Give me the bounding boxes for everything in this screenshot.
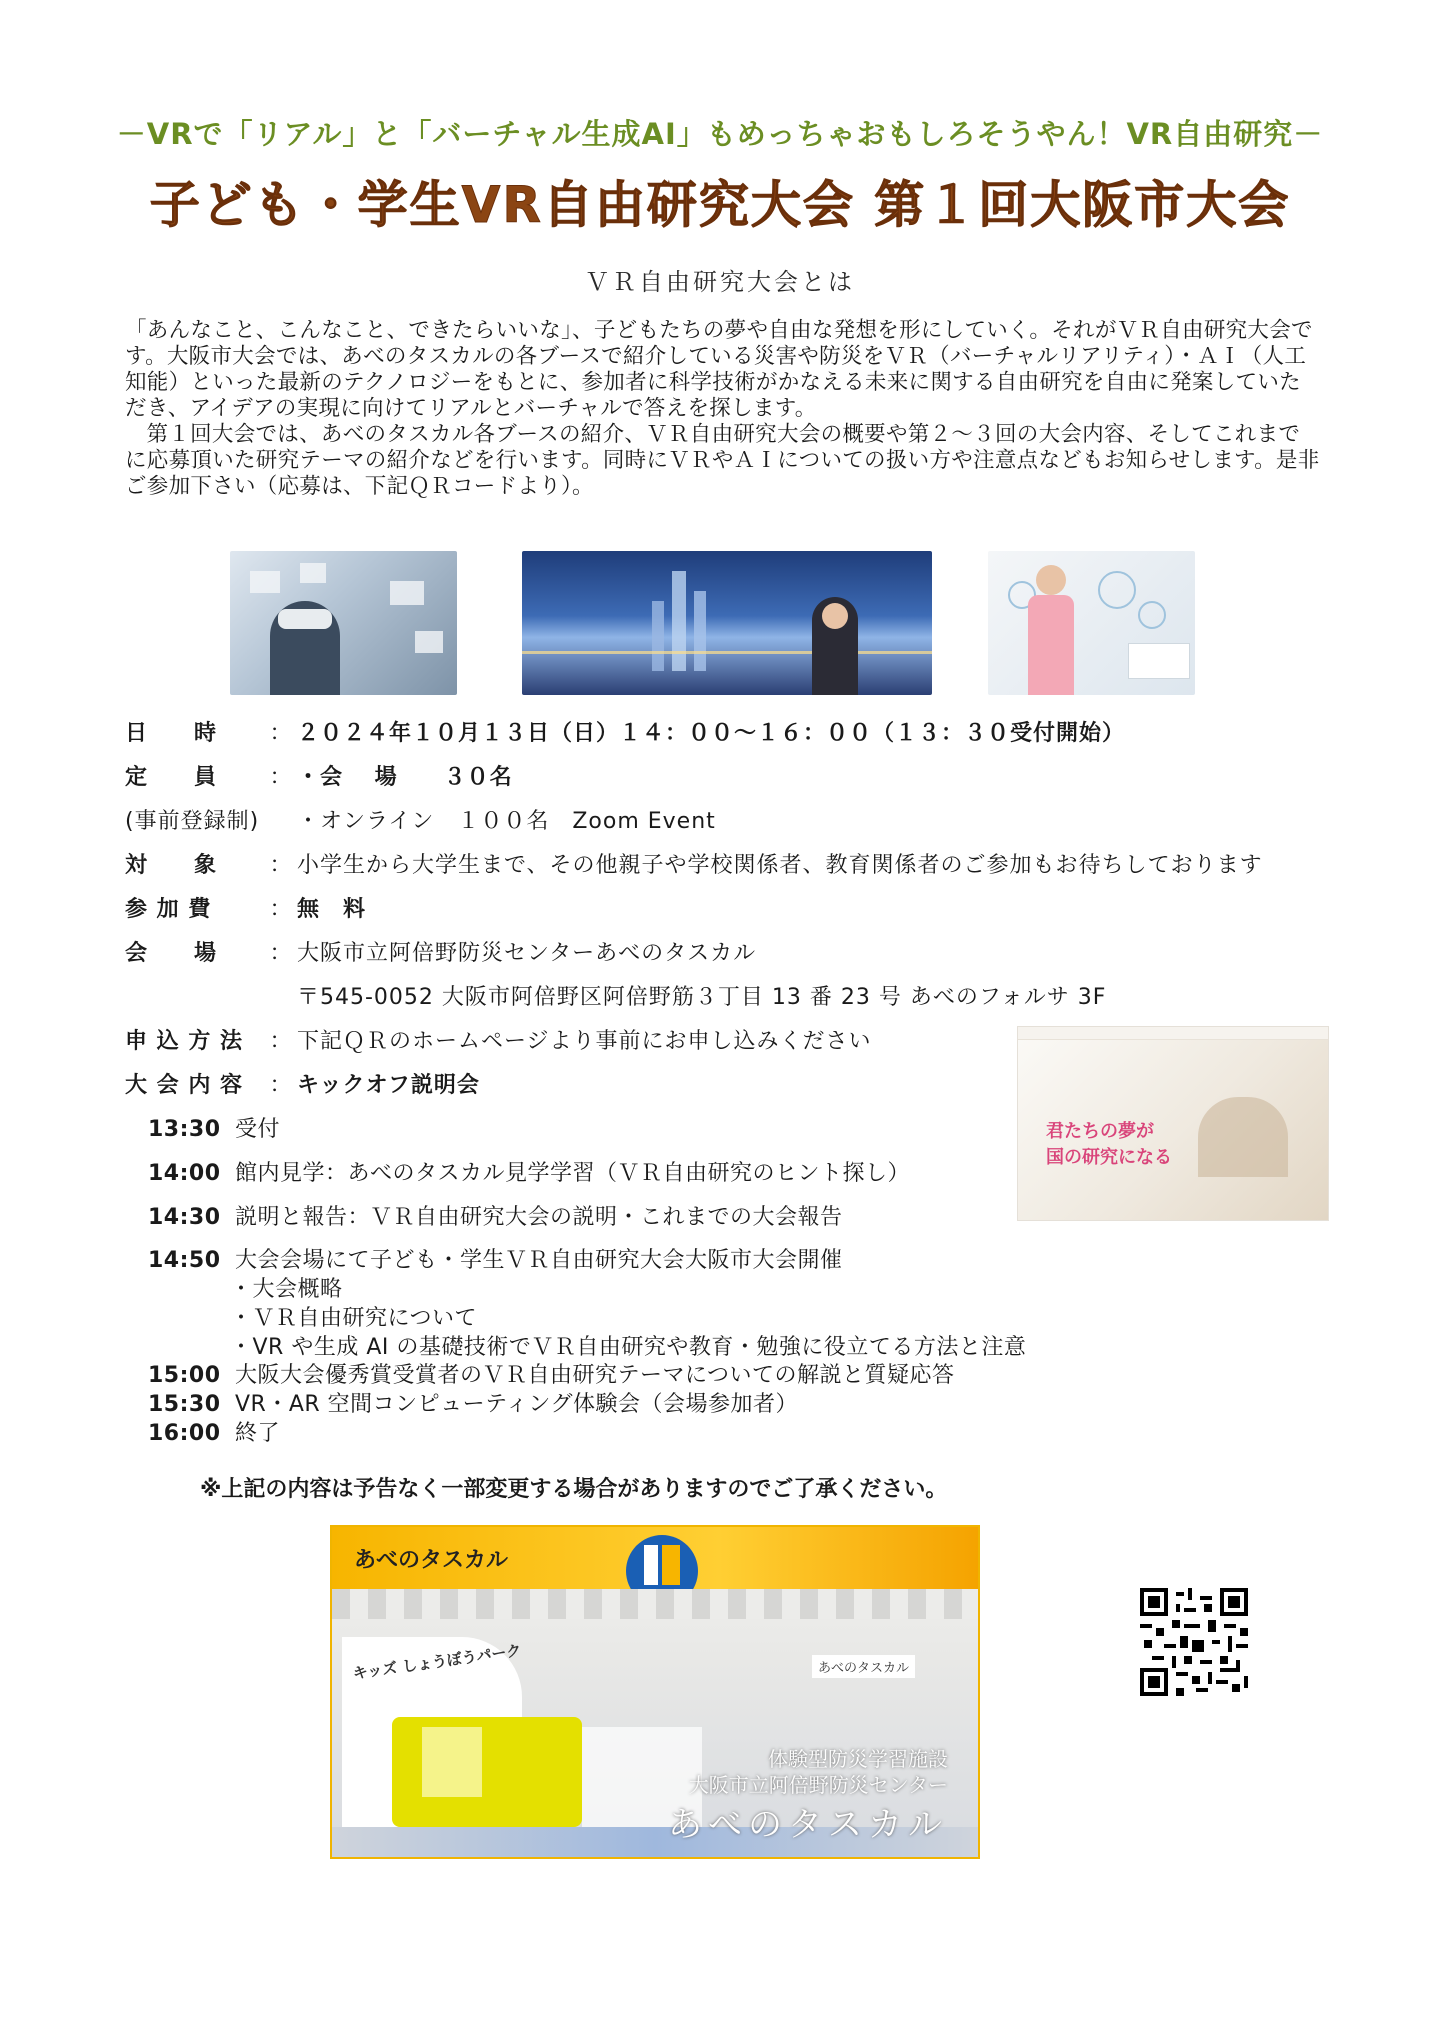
colon: ： bbox=[269, 1029, 293, 1054]
capacity-row bbox=[125, 760, 513, 791]
schedule-item bbox=[148, 1156, 910, 1187]
schedule-time: 14:50 bbox=[148, 1248, 221, 1273]
schedule-time: 14:30 bbox=[148, 1205, 221, 1230]
banner-caption-3: あべのタスカル bbox=[668, 1805, 948, 1845]
target-row bbox=[125, 848, 1263, 879]
schedule-text: 受付 bbox=[235, 1117, 281, 1142]
facility-banner bbox=[330, 1525, 980, 1859]
banner-sign: あべのタスカル bbox=[812, 1655, 915, 1678]
schedule-time: 13:30 bbox=[148, 1117, 221, 1142]
fee-value: 無 料 bbox=[297, 897, 367, 922]
schedule-text: 館内見学：あべのタスカル見学学習（ＶＲ自由研究のヒント探し） bbox=[235, 1161, 911, 1186]
schedule-subitem: ・VR や生成 AI の基礎技術でＶＲ自由研究や教育・勉強に役立てる方法と注意 bbox=[230, 1335, 1027, 1360]
schedule-time: 15:30 bbox=[148, 1392, 221, 1417]
qr-code[interactable] bbox=[1140, 1588, 1248, 1696]
fee-row bbox=[125, 892, 366, 923]
program-row bbox=[125, 1068, 480, 1099]
catch-line-2: 国の研究になる bbox=[1046, 1147, 1172, 1168]
kids-park-label: キッズ しょうぼうパーク bbox=[351, 1641, 523, 1683]
schedule-time: 14:00 bbox=[148, 1161, 221, 1186]
homepage-screenshot bbox=[1017, 1026, 1329, 1221]
schedule-time: 16:00 bbox=[148, 1421, 221, 1446]
schedule-item bbox=[148, 1387, 798, 1418]
intro-paragraph-2: 第１回大会では、あべのタスカル各ブースの紹介、ＶＲ自由研究大会の概要や第２～３回の大会内容、そしてこれまでに応募頂いた研究テーマの紹介などを行います。同時にＶＲやＡＩについての扱い方や注意点などもお知らせします。是非ご参加下さい（応募は、下記ＱＲコードより）。 bbox=[125, 422, 1320, 499]
colon: ： bbox=[269, 1073, 293, 1098]
apply-value: 下記ＱＲのホームページより事前にお申し込みください bbox=[297, 1029, 872, 1054]
photo-vr-headset bbox=[230, 551, 457, 695]
intro-text bbox=[125, 318, 1320, 500]
venue-label: 会 場 bbox=[125, 941, 218, 966]
capacity-label: 定 員 bbox=[125, 765, 218, 790]
colon: ： bbox=[269, 897, 293, 922]
schedule-item bbox=[148, 1416, 280, 1447]
banner-facility-name: あべのタスカル bbox=[354, 1548, 509, 1573]
fee-label: 参 加 費 bbox=[125, 897, 212, 922]
colon: ： bbox=[269, 721, 293, 746]
datetime-label: 日 時 bbox=[125, 721, 218, 746]
banner-caption-2: 大阪市立阿倍野防災センター bbox=[688, 1773, 948, 1797]
program-label: 大 会 内 容 bbox=[125, 1073, 243, 1098]
datetime-value: ２０２４年１０月１３日（日）１４：００～１６：００（１３：３０受付開始） bbox=[297, 721, 1126, 746]
change-notice: ※上記の内容は予告なく一部変更する場合がありますのでご了承ください。 bbox=[200, 1477, 948, 1502]
apply-row bbox=[125, 1024, 872, 1055]
schedule-text: 終了 bbox=[235, 1421, 281, 1446]
schedule-text: 大会会場にて子ども・学生ＶＲ自由研究大会大阪市大会開催 bbox=[235, 1248, 843, 1273]
homepage-catchcopy bbox=[1046, 1119, 1172, 1171]
schedule-item bbox=[148, 1112, 280, 1143]
colon: ： bbox=[269, 941, 293, 966]
photo-future-city bbox=[522, 551, 932, 695]
colon: ： bbox=[269, 853, 293, 878]
online-row bbox=[125, 804, 716, 835]
program-value: キックオフ説明会 bbox=[297, 1073, 480, 1098]
section-heading: ＶＲ自由研究大会とは bbox=[585, 268, 855, 296]
apply-label: 申 込 方 法 bbox=[125, 1029, 243, 1054]
schedule-subitem: ・ＶＲ自由研究について bbox=[230, 1306, 478, 1331]
venue-address: 〒545-0052 大阪市阿倍野区阿倍野筋３丁目 13 番 23 号 あべのフォルサ 3F bbox=[297, 985, 1107, 1010]
schedule-subitem: ・大会概略 bbox=[230, 1277, 343, 1302]
event-subtitle: －VRで「リアル」と「バーチャル生成AI」もめっちゃおもしろそうやん！VR自由研究－ bbox=[116, 117, 1324, 151]
target-label: 対 象 bbox=[125, 853, 218, 878]
schedule-item bbox=[148, 1200, 843, 1231]
intro-paragraph-1: 「あんなこと、こんなこと、できたらいいな」、子どもたちの夢や自由な発想を形にしていく。それがＶＲ自由研究大会です。大阪市大会では、あべのタスカルの各ブースで紹介している災害や防災をＶＲ（バーチャルリアリティ）・ＡＩ（人工知能）といった最新のテクノロジーをもとに、参加者に科学技術がかなえる未来に関する自由研究を自由に発案していただき、アイデアの実現に向けてリアルとバーチャルで答えを探します。 bbox=[125, 318, 1313, 421]
banner-caption-1: 体験型防災学習施設 bbox=[768, 1747, 948, 1771]
schedule-item bbox=[148, 1243, 843, 1274]
venue-value: 大阪市立阿倍野防災センターあべのタスカル bbox=[297, 941, 757, 966]
online-label: (事前登録制) bbox=[125, 809, 260, 834]
schedule-text: 説明と報告：ＶＲ自由研究大会の説明・これまでの大会報告 bbox=[235, 1205, 843, 1230]
schedule-time: 15:00 bbox=[148, 1363, 221, 1388]
venue-row bbox=[125, 936, 756, 967]
schedule-text: 大阪大会優秀賞受賞者のＶＲ自由研究テーマについての解説と質疑応答 bbox=[235, 1363, 955, 1388]
photo-girl-ai bbox=[988, 551, 1195, 695]
target-value: 小学生から大学生まで、その他親子や学校関係者、教育関係者のご参加もお待ちしております bbox=[297, 853, 1263, 878]
datetime-row bbox=[125, 716, 1125, 747]
online-value: ・オンライン １００名 Zoom Event bbox=[297, 809, 716, 834]
event-title: 子ども・学生VR自由研究大会 第１回大阪市大会 bbox=[149, 176, 1291, 234]
catch-line-1: 君たちの夢が bbox=[1046, 1121, 1154, 1142]
schedule-text: VR・AR 空間コンピューティング体験会（会場参加者） bbox=[235, 1392, 798, 1417]
schedule-item bbox=[148, 1358, 955, 1389]
capacity-value: ・会 場 ３０名 bbox=[297, 765, 513, 790]
colon: ： bbox=[269, 765, 293, 790]
